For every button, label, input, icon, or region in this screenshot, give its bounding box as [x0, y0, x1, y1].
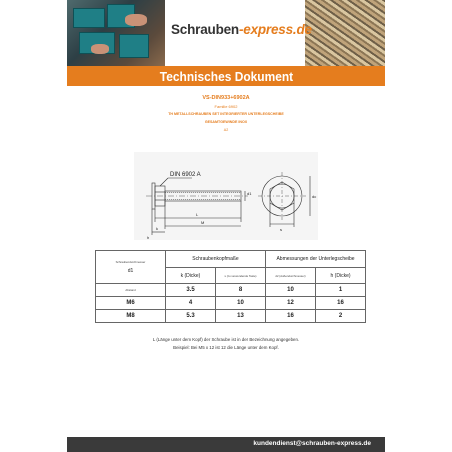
logo-main-text: Schrauben: [171, 22, 239, 37]
group-head-header: Schraubenkopfmaße: [166, 251, 266, 268]
cell-s: 10: [216, 297, 266, 310]
technical-drawing: [134, 152, 318, 240]
product-code: VS-DIN933+6902A: [202, 95, 250, 101]
note-example: Beispiel: Bei M5 x 12 ist 12 die Länge unter dem Kopf.: [173, 345, 279, 350]
product-thread: GESAMTGEWINDE INOX: [204, 120, 248, 124]
cell-d2: 16: [266, 310, 316, 323]
document-page: [67, 0, 385, 452]
footer-email-link[interactable]: kundendienst@schrauben-express.de: [253, 440, 371, 447]
dim-label-k: k: [156, 226, 158, 231]
row-size: M6: [96, 297, 166, 310]
dim-label-s: s: [280, 227, 282, 232]
row-size: M8: [96, 310, 166, 323]
table-row: [96, 310, 366, 323]
col-header-s: s (zu verwendende Taste): [216, 268, 266, 284]
cell-h: 16: [316, 297, 366, 310]
logo-accent-text: -express.de: [238, 22, 312, 37]
table-group-header-row: [96, 251, 366, 268]
cell-s: 8: [216, 284, 266, 297]
din-label: DIN 6902 A: [170, 172, 201, 178]
product-family: Familie 6902: [214, 104, 238, 109]
dim-label-h: h: [147, 235, 150, 240]
dimensions-table: [95, 250, 366, 323]
banner-title: Technisches Dokument: [159, 68, 293, 84]
bolt-drawing-svg: [134, 152, 318, 240]
footer-bar: [67, 437, 385, 452]
dim-label-l: L: [196, 212, 199, 217]
title-banner: [67, 66, 385, 86]
cell-k: 4: [166, 297, 216, 310]
cell-h: 1: [316, 284, 366, 297]
header-hero: [67, 0, 385, 66]
dim-label-m: M: [201, 220, 205, 225]
product-material: A2: [223, 128, 229, 132]
col-header-k: k (Dicke): [166, 268, 216, 284]
corner-label: Schraubendurchmesser: [115, 260, 146, 264]
cell-k: 5.3: [166, 310, 216, 323]
row-size: Abstand: [96, 284, 166, 297]
screws-photo: [305, 0, 385, 66]
cell-h: 2: [316, 310, 366, 323]
company-logo[interactable]: [171, 22, 312, 37]
dim-label-d1: d1: [247, 191, 252, 196]
dim-label-dc: dc: [312, 194, 317, 199]
cell-d2: 10: [266, 284, 316, 297]
table-row: [96, 297, 366, 310]
col-header-h: h (Dicke): [316, 268, 366, 284]
product-description: TH METALLSCHRAUBEN SET INTEGRIERTER UNTERLEGSCHEIBE: [168, 112, 284, 116]
group-washer-header: Abmessungen der Unterlegscheibe: [266, 251, 366, 268]
table-row: [96, 284, 366, 297]
cell-d2: 12: [266, 297, 316, 310]
col-header-d2: d2 (Außendurchmesser): [266, 268, 316, 284]
corner-cell: [96, 251, 166, 284]
d1-label: d1: [127, 268, 134, 274]
note-length: L (Länge unter dem Kopf) der Schraube ist in der Bezeichnung angegeben.: [152, 337, 300, 342]
cell-k: 3.5: [166, 284, 216, 297]
cell-s: 13: [216, 310, 266, 323]
workshop-photo: [67, 0, 165, 66]
